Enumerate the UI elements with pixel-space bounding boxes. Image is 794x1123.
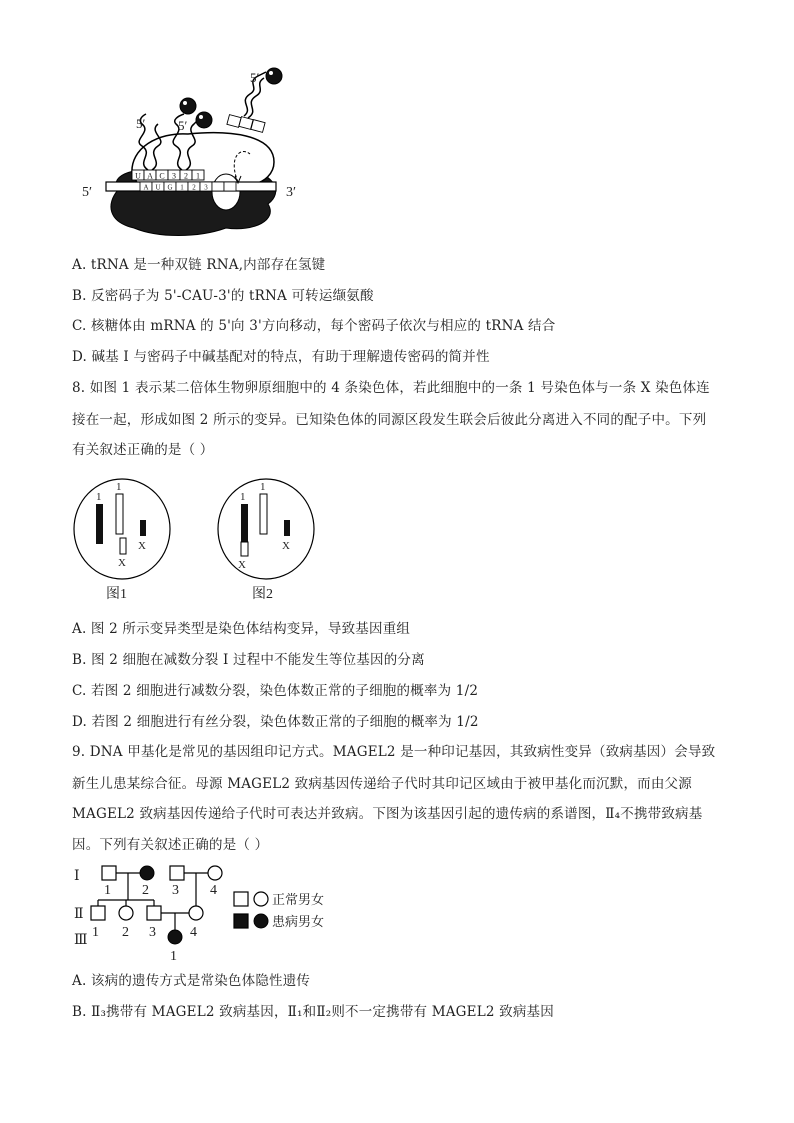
svg-text:1: 1 <box>116 481 122 493</box>
pedigree-ii1-male-normal <box>91 906 105 920</box>
mrna-codon-text: U <box>155 183 161 192</box>
svg-text:4: 4 <box>210 883 217 898</box>
q8-stem-line: 接在一起，形成如图 2 所示的变异。已知染色体的同源区段发生联会后彼此分离进入不同的配子中。下列 <box>72 412 707 428</box>
svg-text:1: 1 <box>104 883 111 898</box>
q8-option-c: C. 若图 2 细胞进行减数分裂，染色体数正常的子细胞的概率为 1/2 <box>72 683 479 699</box>
chromosome-x-dark <box>140 520 146 536</box>
q9-stem-line: 因。下列有关叙述正确的是（ ） <box>72 837 269 853</box>
mrna-5prime-label: 5′ <box>82 185 93 200</box>
q8-option-d: D. 若图 2 细胞进行有丝分裂，染色体数正常的子细胞的概率为 1/2 <box>72 714 479 730</box>
amino-acid-ball <box>266 68 282 84</box>
mrna-codon-text: G <box>167 183 173 192</box>
mrna-codon-text: A <box>143 183 149 192</box>
q8-option-a: A. 图 2 所示变异类型是染色体结构变异，导致基因重组 <box>72 621 411 637</box>
q9-stem-line: 9. DNA 甲基化是常见的基因组印记方式。MAGEL2 是一种印记基因，其致病性变异（致病基因）会导致 <box>72 744 716 760</box>
chromosome-x-dark <box>284 520 290 536</box>
svg-text:1: 1 <box>170 949 177 964</box>
mrna-3prime-label: 3′ <box>286 185 297 200</box>
trna-5prime-label: 5′ <box>250 70 260 85</box>
svg-text:A: A <box>147 171 153 181</box>
q8-option-b: B. 图 2 细胞在减数分裂 I 过程中不能发生等位基因的分离 <box>72 652 425 668</box>
q9-stem-line: MAGEL2 致病基因传递给子代时可表达并致病。下图为该基因引起的遗传病的系谱图，Ⅱ₄不携带致病基 <box>72 806 703 822</box>
pedigree-ii2-female-normal <box>119 906 133 920</box>
chromosome-1-dark <box>96 504 103 544</box>
svg-text:U: U <box>135 171 141 181</box>
trna-ribosome-figure <box>78 62 318 242</box>
amino-acid-ball <box>196 112 212 128</box>
pedigree-i1-male-normal <box>102 866 116 880</box>
legend-normal-label: 正常男女 <box>272 893 325 908</box>
legend-male-affected-icon <box>234 914 248 928</box>
q8-stem-line: 有关叙述正确的是（ ） <box>72 442 214 458</box>
q9-option-b: B. Ⅱ₃携带有 MAGEL2 致病基因，Ⅱ₁和Ⅱ₂则不一定携带有 MAGEL2 致病基因 <box>72 1004 554 1020</box>
mrna-codon-text: 2 <box>192 183 196 192</box>
trna-5prime-label: 5′ <box>178 118 188 133</box>
svg-text:X: X <box>138 540 146 552</box>
q8-stem-line: 8. 如图 1 表示某二倍体生物卵原细胞中的 4 条染色体，若此细胞中的一条 1 号染色体与一条 X 染色体连 <box>72 380 710 396</box>
svg-text:4: 4 <box>190 925 197 940</box>
svg-text:1: 1 <box>92 925 99 940</box>
gen-label-2: Ⅱ <box>74 907 84 922</box>
q7-option-b: B. 反密码子为 5'-CAU-3'的 tRNA 可转运缬氨酸 <box>72 288 374 304</box>
legend-affected-label: 患病男女 <box>272 915 325 930</box>
svg-text:1: 1 <box>96 491 102 503</box>
svg-text:3: 3 <box>172 171 176 181</box>
chromosome-figure <box>70 474 330 604</box>
q9-stem-line: 新生儿患某综合征。母源 MAGEL2 致病基因传递给子代时其印记区域由于被甲基化而沉默，而由父源 <box>72 776 692 792</box>
mrna-codon-text: 1 <box>180 183 184 192</box>
svg-text:3: 3 <box>172 883 179 898</box>
amino-acid-ball <box>180 98 196 114</box>
pedigree-i3-male-normal <box>170 866 184 880</box>
chromosome-x-fused <box>241 542 248 556</box>
pedigree-iii1-female-affected <box>168 930 182 944</box>
svg-text:1: 1 <box>260 481 266 493</box>
svg-text:1: 1 <box>196 171 200 181</box>
legend-male-normal-icon <box>234 892 248 906</box>
chromosome-1-light <box>260 494 267 534</box>
gen-label-3: Ⅲ <box>74 933 88 948</box>
svg-text:2: 2 <box>184 171 188 181</box>
cell-figure-2 <box>218 479 314 602</box>
svg-text:C: C <box>159 171 165 181</box>
svg-text:3: 3 <box>149 925 156 940</box>
mrna-codon-text: 3 <box>204 183 208 192</box>
svg-text:2: 2 <box>142 883 149 898</box>
svg-text:2: 2 <box>122 925 129 940</box>
q7-option-c: C. 核糖体由 mRNA 的 5'向 3'方向移动，每个密码子依次与相应的 tRNA 结合 <box>72 318 556 334</box>
chromosome-1-dark <box>241 504 248 542</box>
cell-figure-1 <box>74 479 170 602</box>
svg-text:X: X <box>238 559 246 571</box>
svg-text:X: X <box>282 540 290 552</box>
pedigree-ii4-female-normal <box>189 906 203 920</box>
mrna-codons <box>140 182 236 192</box>
q7-option-a: A. tRNA 是一种双链 RNA,内部存在氢键 <box>72 257 326 273</box>
pedigree-chart <box>72 860 372 970</box>
pedigree-i2-female-affected <box>140 866 154 880</box>
q7-option-d: D. 碱基 I 与密码子中碱基配对的特点，有助于理解遗传密码的简并性 <box>72 349 490 365</box>
svg-text:X: X <box>118 557 126 569</box>
legend-female-affected-icon <box>254 914 268 928</box>
pedigree-legend <box>234 892 324 930</box>
pedigree-i4-female-normal <box>208 866 222 880</box>
fig1-caption: 图1 <box>106 587 127 602</box>
q9-option-a: A. 该病的遗传方式是常染色体隐性遗传 <box>72 973 311 989</box>
chromosome-1-light <box>116 494 123 534</box>
fig2-caption: 图2 <box>252 587 273 602</box>
trna-leaving <box>227 68 282 132</box>
pedigree-ii3-male-normal <box>147 906 161 920</box>
trna-5prime-label: 5′ <box>136 116 146 131</box>
legend-female-normal-icon <box>254 892 268 906</box>
gen-label-1: Ⅰ <box>74 869 80 884</box>
chromosome-x-light <box>120 538 126 554</box>
svg-text:1: 1 <box>240 491 246 503</box>
